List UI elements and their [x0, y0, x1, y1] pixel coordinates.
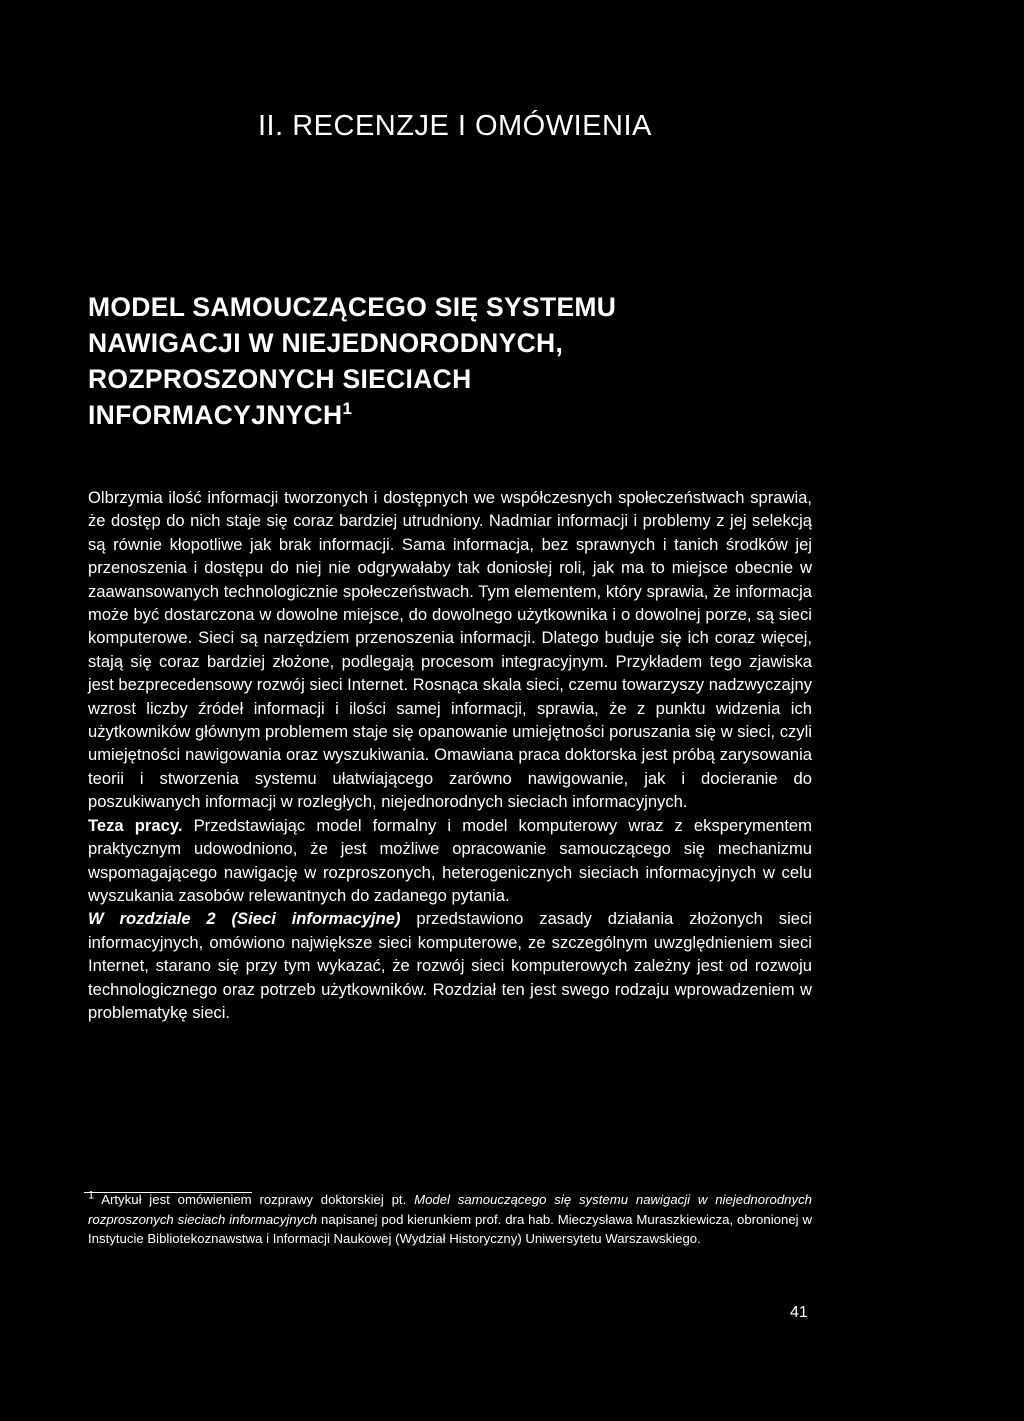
- article-title: [88, 289, 728, 433]
- paragraph-thesis: [88, 814, 812, 908]
- footnote-italic-title: Model samouczącego się systemu nawigacji w niejednorodnych rozproszonych sieciach informacyjnych: [88, 1192, 813, 1227]
- footnote: [88, 1190, 812, 1249]
- article-title-text: MODEL SAMOUCZĄCEGO SIĘ SYSTEMU NAWIGACJI W NIEJEDNORODNYCH, ROZPROSZONYCH SIECIACH INFORMACYJNYCH: [88, 292, 617, 430]
- page-number: 41: [790, 1304, 808, 1321]
- footnote-text-before: Artykuł jest omówieniem rozprawy doktorskiej pt.: [101, 1192, 407, 1207]
- chapter-2-text: przedstawiono zasady działania złożonych sieci informacyjnych, omówiono największe sieci komputerowe, ze szczególnym uwzględnieniem sieci Internet, starano się przy tym wykazać, że rozwój sieci komputerowych zależny jest od rozwoju technologicznego oraz potrzeb użytkowników. Rozdział ten jest swego rodzaju wprowadzeniem w problematykę sieci.: [88, 909, 812, 1022]
- paragraph-chapter-2: [88, 907, 812, 1024]
- footnote-text-after: napisanej pod kierunkiem prof. dra hab. Mieczysława Muraszkiewicza, obronionej w Instytucie Bibliotekoznawstwa i Informacji Naukowej (Wydział Historyczny) Uniwersytetu Warszawskiego.: [88, 1211, 813, 1246]
- article-body: [88, 486, 812, 1024]
- footnote-mark: 1: [88, 1189, 95, 1202]
- paragraph-intro: Olbrzymia ilość informacji tworzonych i dostępnych we współczesnych społeczeństwach sprawia, że dostęp do nich staje się coraz bardziej utrudniony. Nadmiar informacji i problemy z jej selekcją są równie kłopotliwe jak brak informacji. Sama informacja, bez sprawnych i tanich środków jej przenoszenia i dostępu do niej nie odgrywałaby tak doniosłej roli, jak ma to miejsce obecnie w zaawansowanych technologicznie społeczeństwach. Tym elementem, który sprawia, że informacja może być dostarczona w dowolne miejsce, do dowolnego użytkownika i o dowolnej porze, są sieci komputerowe. Sieci są narzędziem przenoszenia informacji. Dlatego buduje się ich coraz więcej, stają się coraz bardziej złożone, podlegają procesom integracyjnym. Przykładem tego zjawiska jest bezprecedensowy rozwój sieci Internet. Rosnąca skala sieci, czemu towarzyszy nadzwyczajny wzrost liczby źródeł informacji i ilości samej informacji, sprawia, że z punktu widzenia ich użytkowników głównym problemem staje się opanowanie umiejętności poruszania się w sieci, czyli umiejętności nawigowania oraz wyszukiwania. Omawiana praca doktorska jest próbą zarysowania teorii i stworzenia systemu ułatwiającego zarówno nawigowanie, jak i docieranie do poszukiwanych informacji w rozległych, niejednorodnych sieciach informacyjnych.: [88, 488, 812, 812]
- section-heading: II. RECENZJE I OMÓWIENIA: [258, 110, 652, 142]
- chapter-2-label: W rozdziale 2 (Sieci informacyjne): [88, 909, 401, 929]
- thesis-label: Teza pracy.: [88, 815, 183, 835]
- title-footnote-mark: 1: [342, 399, 353, 419]
- thesis-text: Przedstawiając model formalny i model komputerowy wraz z eksperymentem praktycznym udowodniono, że jest możliwe opracowanie samouczącego się mechanizmu wspomagającego nawigację w rozproszonych, heterogenicznych sieciach informacyjnych w celu wyszukania zasobów relewantnych do zadanego pytania.: [88, 815, 812, 905]
